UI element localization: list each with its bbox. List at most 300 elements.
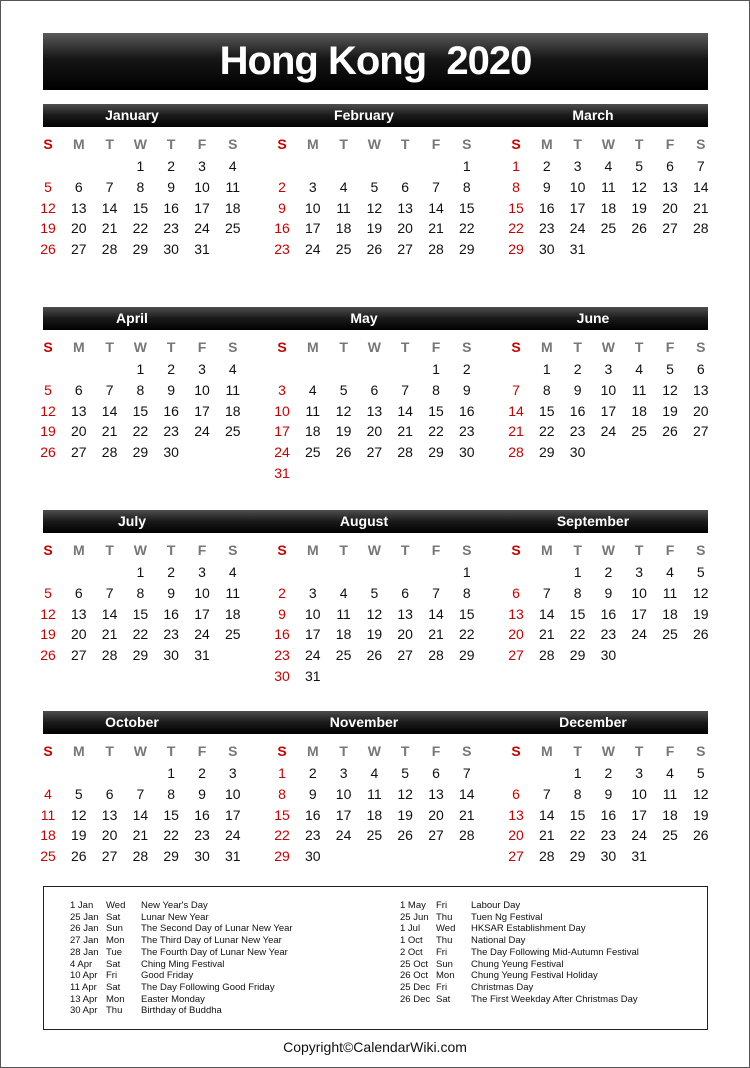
day-cell[interactable]: 1: [462, 158, 471, 174]
day-cell[interactable]: 5: [666, 361, 674, 377]
day-cell[interactable]: 27: [101, 848, 118, 865]
day-cell[interactable]: 9: [542, 178, 551, 195]
day-cell[interactable]: 4: [44, 785, 52, 802]
day-cell[interactable]: 19: [335, 423, 352, 440]
day-cell[interactable]: 21: [539, 626, 555, 643]
day-cell[interactable]: 10: [274, 402, 290, 419]
day-cell[interactable]: 13: [662, 178, 678, 195]
day-cell[interactable]: 17: [194, 199, 210, 216]
day-cell[interactable]: 17: [569, 199, 586, 216]
day-cell[interactable]: 13: [693, 381, 709, 398]
day-cell[interactable]: 5: [370, 584, 379, 601]
day-cell[interactable]: 7: [512, 381, 520, 398]
day-cell[interactable]: 17: [274, 423, 290, 440]
day-cell[interactable]: 25: [335, 241, 352, 258]
day-cell[interactable]: 22: [539, 423, 555, 440]
day-cell[interactable]: 31: [194, 241, 210, 258]
day-cell[interactable]: 25: [335, 647, 352, 664]
day-cell[interactable]: 3: [339, 765, 348, 781]
day-cell[interactable]: 22: [132, 626, 149, 643]
day-cell[interactable]: 5: [370, 178, 379, 195]
day-cell[interactable]: 17: [194, 402, 210, 419]
day-cell[interactable]: 17: [305, 220, 321, 237]
day-cell[interactable]: 1: [136, 564, 145, 580]
day-cell[interactable]: 27: [428, 827, 444, 844]
day-cell[interactable]: 18: [225, 605, 241, 622]
day-cell[interactable]: 4: [666, 564, 674, 580]
day-cell[interactable]: 3: [198, 158, 206, 174]
day-cell[interactable]: 26: [40, 647, 56, 664]
day-cell[interactable]: 25: [662, 827, 678, 844]
day-cell[interactable]: 22: [569, 626, 586, 643]
day-cell[interactable]: 3: [573, 158, 582, 174]
day-cell[interactable]: 1: [512, 158, 520, 174]
day-cell[interactable]: 6: [370, 381, 379, 398]
day-cell[interactable]: 31: [569, 241, 586, 258]
day-cell[interactable]: 11: [367, 785, 382, 802]
day-cell[interactable]: 18: [366, 806, 383, 823]
day-cell[interactable]: 6: [696, 361, 705, 377]
day-cell[interactable]: 11: [662, 584, 678, 601]
day-cell[interactable]: 27: [662, 220, 678, 237]
day-cell[interactable]: 4: [604, 158, 613, 174]
day-cell[interactable]: 27: [366, 444, 383, 461]
day-cell[interactable]: 28: [508, 444, 524, 461]
day-cell[interactable]: 22: [428, 423, 444, 440]
day-cell[interactable]: 12: [366, 605, 383, 622]
day-cell[interactable]: 26: [397, 827, 413, 844]
day-cell[interactable]: 10: [305, 199, 321, 216]
day-cell[interactable]: 10: [194, 178, 210, 195]
day-cell[interactable]: 8: [462, 584, 471, 601]
day-cell[interactable]: 29: [132, 647, 149, 664]
day-cell[interactable]: 27: [508, 848, 524, 865]
day-cell[interactable]: 31: [631, 848, 647, 865]
day-cell[interactable]: 7: [105, 584, 114, 601]
day-cell[interactable]: 18: [225, 199, 241, 216]
day-cell[interactable]: 21: [397, 423, 413, 440]
day-cell[interactable]: 15: [508, 199, 524, 216]
day-cell[interactable]: 6: [512, 584, 520, 601]
day-cell[interactable]: 9: [462, 381, 471, 398]
day-cell[interactable]: 13: [71, 605, 87, 622]
day-cell[interactable]: 7: [542, 785, 551, 802]
day-cell[interactable]: 26: [693, 827, 709, 844]
day-cell[interactable]: 2: [604, 765, 613, 781]
day-cell[interactable]: 6: [74, 584, 83, 601]
day-cell[interactable]: 5: [44, 178, 52, 195]
day-cell[interactable]: 25: [225, 626, 241, 643]
day-cell[interactable]: 2: [462, 361, 471, 377]
day-cell[interactable]: 26: [662, 423, 678, 440]
day-cell[interactable]: 23: [539, 220, 555, 237]
day-cell[interactable]: 16: [274, 220, 290, 237]
day-cell[interactable]: 11: [336, 199, 351, 216]
day-cell[interactable]: 14: [539, 605, 555, 622]
day-cell[interactable]: 10: [631, 785, 647, 802]
day-cell[interactable]: 28: [428, 647, 444, 664]
day-cell[interactable]: 20: [71, 220, 87, 237]
day-cell[interactable]: 3: [198, 564, 206, 580]
day-cell[interactable]: 11: [631, 381, 647, 398]
day-cell[interactable]: 11: [225, 584, 241, 601]
day-cell[interactable]: 16: [539, 199, 555, 216]
day-cell[interactable]: 28: [539, 647, 555, 664]
day-cell[interactable]: 7: [432, 178, 440, 195]
day-cell[interactable]: 18: [662, 806, 678, 823]
day-cell[interactable]: 4: [339, 584, 348, 601]
day-cell[interactable]: 30: [163, 241, 179, 258]
day-cell[interactable]: 25: [225, 423, 241, 440]
day-cell[interactable]: 7: [136, 785, 145, 802]
day-cell[interactable]: 1: [136, 361, 145, 377]
day-cell[interactable]: 30: [163, 444, 179, 461]
day-cell[interactable]: 9: [167, 584, 176, 601]
day-cell[interactable]: 8: [512, 178, 520, 195]
day-cell[interactable]: 12: [40, 199, 56, 216]
day-cell[interactable]: 26: [40, 241, 56, 258]
day-cell[interactable]: 8: [432, 381, 440, 398]
day-cell[interactable]: 29: [569, 647, 586, 664]
day-cell[interactable]: 1: [573, 564, 582, 580]
day-cell[interactable]: 7: [432, 584, 440, 601]
day-cell[interactable]: 9: [573, 381, 582, 398]
day-cell[interactable]: 20: [397, 626, 413, 643]
day-cell[interactable]: 23: [163, 220, 179, 237]
day-cell[interactable]: 21: [101, 423, 118, 440]
day-cell[interactable]: 15: [539, 402, 555, 419]
day-cell[interactable]: 27: [397, 647, 413, 664]
day-cell[interactable]: 5: [339, 381, 348, 398]
day-cell[interactable]: 19: [693, 806, 709, 823]
day-cell[interactable]: 15: [569, 605, 586, 622]
day-cell[interactable]: 26: [366, 647, 383, 664]
day-cell[interactable]: 26: [693, 626, 709, 643]
day-cell[interactable]: 19: [40, 423, 56, 440]
day-cell[interactable]: 21: [539, 827, 555, 844]
day-cell[interactable]: 11: [225, 381, 241, 398]
day-cell[interactable]: 15: [132, 199, 149, 216]
day-cell[interactable]: 9: [167, 178, 176, 195]
day-cell[interactable]: 24: [305, 241, 321, 258]
day-cell[interactable]: 8: [136, 584, 145, 601]
day-cell[interactable]: 23: [274, 647, 290, 664]
day-cell[interactable]: 29: [274, 848, 290, 865]
day-cell[interactable]: 20: [662, 199, 678, 216]
day-cell[interactable]: 22: [132, 220, 149, 237]
day-cell[interactable]: 16: [163, 605, 179, 622]
day-cell[interactable]: 18: [225, 402, 241, 419]
day-cell[interactable]: 11: [601, 178, 616, 195]
day-cell[interactable]: 21: [693, 199, 709, 216]
day-cell[interactable]: 20: [428, 806, 444, 823]
day-cell[interactable]: 14: [539, 806, 555, 823]
day-cell[interactable]: 23: [305, 827, 321, 844]
day-cell[interactable]: 2: [573, 361, 582, 377]
day-cell[interactable]: 2: [278, 178, 286, 195]
day-cell[interactable]: 24: [194, 626, 210, 643]
day-cell[interactable]: 24: [305, 647, 321, 664]
day-cell[interactable]: 8: [542, 381, 551, 398]
day-cell[interactable]: 14: [508, 402, 524, 419]
day-cell[interactable]: 25: [662, 626, 678, 643]
day-cell[interactable]: 4: [370, 765, 379, 781]
day-cell[interactable]: 10: [194, 381, 210, 398]
day-cell[interactable]: 25: [631, 423, 647, 440]
day-cell[interactable]: 28: [101, 444, 118, 461]
day-cell[interactable]: 19: [397, 806, 413, 823]
day-cell[interactable]: 5: [44, 381, 52, 398]
day-cell[interactable]: 8: [573, 584, 582, 601]
day-cell[interactable]: 25: [366, 827, 383, 844]
day-cell[interactable]: 1: [573, 765, 582, 781]
day-cell[interactable]: 22: [508, 220, 524, 237]
day-cell[interactable]: 21: [508, 423, 524, 440]
day-cell[interactable]: 17: [335, 806, 352, 823]
day-cell[interactable]: 20: [508, 827, 524, 844]
day-cell[interactable]: 19: [366, 220, 383, 237]
day-cell[interactable]: 3: [604, 361, 613, 377]
day-cell[interactable]: 3: [308, 178, 317, 195]
day-cell[interactable]: 5: [696, 765, 705, 781]
day-cell[interactable]: 16: [600, 605, 617, 622]
day-cell[interactable]: 3: [198, 361, 206, 377]
day-cell[interactable]: 15: [459, 605, 475, 622]
day-cell[interactable]: 20: [71, 626, 87, 643]
day-cell[interactable]: 9: [604, 785, 613, 802]
day-cell[interactable]: 17: [631, 806, 647, 823]
day-cell[interactable]: 10: [305, 605, 321, 622]
day-cell[interactable]: 7: [105, 381, 114, 398]
day-cell[interactable]: 27: [71, 647, 87, 664]
day-cell[interactable]: 20: [397, 220, 413, 237]
day-cell[interactable]: 22: [274, 827, 290, 844]
day-cell[interactable]: 8: [167, 785, 176, 802]
day-cell[interactable]: 2: [167, 158, 176, 174]
day-cell[interactable]: 29: [569, 848, 586, 865]
day-cell[interactable]: 29: [163, 848, 179, 865]
day-cell[interactable]: 15: [132, 402, 149, 419]
day-cell[interactable]: 4: [228, 564, 237, 580]
day-cell[interactable]: 25: [600, 220, 617, 237]
day-cell[interactable]: 16: [459, 402, 475, 419]
day-cell[interactable]: 18: [335, 626, 352, 643]
day-cell[interactable]: 12: [71, 806, 87, 823]
day-cell[interactable]: 24: [274, 444, 290, 461]
day-cell[interactable]: 1: [462, 564, 471, 580]
day-cell[interactable]: 26: [71, 848, 87, 865]
day-cell[interactable]: 17: [194, 605, 210, 622]
day-cell[interactable]: 13: [508, 605, 524, 622]
day-cell[interactable]: 13: [101, 806, 118, 823]
day-cell[interactable]: 3: [635, 765, 644, 781]
day-cell[interactable]: 9: [278, 605, 286, 622]
day-cell[interactable]: 19: [631, 199, 647, 216]
day-cell[interactable]: 2: [167, 361, 176, 377]
day-cell[interactable]: 10: [569, 178, 586, 195]
day-cell[interactable]: 10: [335, 785, 352, 802]
day-cell[interactable]: 12: [662, 381, 678, 398]
day-cell[interactable]: 27: [71, 444, 87, 461]
day-cell[interactable]: 9: [167, 381, 176, 398]
day-cell[interactable]: 22: [132, 423, 149, 440]
day-cell[interactable]: 6: [512, 785, 520, 802]
day-cell[interactable]: 8: [278, 785, 286, 802]
day-cell[interactable]: 21: [101, 626, 118, 643]
day-cell[interactable]: 26: [335, 444, 352, 461]
day-cell[interactable]: 2: [167, 564, 176, 580]
day-cell[interactable]: 14: [101, 605, 118, 622]
day-cell[interactable]: 31: [305, 668, 321, 684]
day-cell[interactable]: 5: [696, 564, 705, 580]
day-cell[interactable]: 20: [101, 827, 118, 844]
day-cell[interactable]: 16: [569, 402, 586, 419]
day-cell[interactable]: 30: [600, 647, 617, 664]
day-cell[interactable]: 15: [569, 806, 586, 823]
day-cell[interactable]: 11: [40, 806, 56, 823]
day-cell[interactable]: 29: [508, 241, 524, 258]
day-cell[interactable]: 2: [198, 765, 206, 781]
day-cell[interactable]: 21: [459, 806, 475, 823]
day-cell[interactable]: 10: [225, 785, 241, 802]
day-cell[interactable]: 6: [401, 584, 410, 601]
day-cell[interactable]: 22: [459, 626, 475, 643]
day-cell[interactable]: 22: [163, 827, 179, 844]
day-cell[interactable]: 23: [163, 423, 179, 440]
day-cell[interactable]: 4: [635, 361, 644, 377]
day-cell[interactable]: 24: [569, 220, 586, 237]
day-cell[interactable]: 23: [600, 827, 617, 844]
day-cell[interactable]: 30: [459, 444, 475, 461]
day-cell[interactable]: 21: [132, 827, 149, 844]
day-cell[interactable]: 24: [335, 827, 352, 844]
day-cell[interactable]: 27: [693, 423, 709, 440]
day-cell[interactable]: 31: [225, 848, 241, 865]
day-cell[interactable]: 17: [631, 605, 647, 622]
day-cell[interactable]: 2: [308, 765, 317, 781]
day-cell[interactable]: 7: [105, 178, 114, 195]
day-cell[interactable]: 14: [428, 199, 444, 216]
day-cell[interactable]: 29: [428, 444, 444, 461]
day-cell[interactable]: 18: [662, 605, 678, 622]
day-cell[interactable]: 13: [397, 605, 413, 622]
day-cell[interactable]: 16: [194, 806, 210, 823]
day-cell[interactable]: 19: [662, 402, 678, 419]
day-cell[interactable]: 27: [397, 241, 413, 258]
day-cell[interactable]: 19: [40, 626, 56, 643]
day-cell[interactable]: 12: [366, 199, 383, 216]
day-cell[interactable]: 23: [194, 827, 210, 844]
day-cell[interactable]: 4: [666, 765, 674, 781]
day-cell[interactable]: 6: [74, 381, 83, 398]
day-cell[interactable]: 29: [539, 444, 555, 461]
day-cell[interactable]: 8: [136, 381, 145, 398]
day-cell[interactable]: 1: [542, 361, 551, 377]
day-cell[interactable]: 15: [132, 605, 149, 622]
day-cell[interactable]: 7: [696, 158, 705, 174]
day-cell[interactable]: 24: [631, 827, 647, 844]
day-cell[interactable]: 28: [539, 848, 555, 865]
day-cell[interactable]: 31: [274, 465, 290, 481]
day-cell[interactable]: 7: [462, 765, 471, 781]
day-cell[interactable]: 6: [74, 178, 83, 195]
day-cell[interactable]: 7: [401, 381, 410, 398]
day-cell[interactable]: 13: [71, 199, 87, 216]
day-cell[interactable]: 28: [101, 647, 118, 664]
day-cell[interactable]: 9: [198, 785, 206, 802]
day-cell[interactable]: 12: [693, 584, 709, 601]
day-cell[interactable]: 27: [508, 647, 524, 664]
day-cell[interactable]: 14: [101, 402, 118, 419]
day-cell[interactable]: 30: [539, 241, 555, 258]
day-cell[interactable]: 18: [335, 220, 352, 237]
day-cell[interactable]: 15: [459, 199, 475, 216]
day-cell[interactable]: 29: [459, 241, 475, 258]
day-cell[interactable]: 19: [40, 220, 56, 237]
day-cell[interactable]: 20: [71, 423, 87, 440]
day-cell[interactable]: 29: [459, 647, 475, 664]
day-cell[interactable]: 13: [397, 199, 413, 216]
day-cell[interactable]: 9: [604, 584, 613, 601]
day-cell[interactable]: 13: [428, 785, 444, 802]
day-cell[interactable]: 16: [274, 626, 290, 643]
day-cell[interactable]: 20: [693, 402, 709, 419]
day-cell[interactable]: 15: [274, 806, 290, 823]
day-cell[interactable]: 9: [308, 785, 317, 802]
day-cell[interactable]: 27: [71, 241, 87, 258]
day-cell[interactable]: 18: [631, 402, 647, 419]
day-cell[interactable]: 2: [604, 564, 613, 580]
day-cell[interactable]: 14: [101, 199, 118, 216]
day-cell[interactable]: 3: [635, 564, 644, 580]
day-cell[interactable]: 23: [459, 423, 475, 440]
day-cell[interactable]: 24: [631, 626, 647, 643]
day-cell[interactable]: 23: [274, 241, 290, 258]
day-cell[interactable]: 1: [136, 158, 145, 174]
day-cell[interactable]: 28: [132, 848, 149, 865]
day-cell[interactable]: 10: [631, 584, 647, 601]
day-cell[interactable]: 8: [462, 178, 471, 195]
day-cell[interactable]: 29: [132, 444, 149, 461]
day-cell[interactable]: 8: [573, 785, 582, 802]
day-cell[interactable]: 14: [459, 785, 475, 802]
day-cell[interactable]: 12: [631, 178, 647, 195]
day-cell[interactable]: 11: [662, 785, 678, 802]
day-cell[interactable]: 22: [459, 220, 475, 237]
day-cell[interactable]: 10: [600, 381, 617, 398]
day-cell[interactable]: 24: [600, 423, 617, 440]
day-cell[interactable]: 23: [569, 423, 586, 440]
day-cell[interactable]: 26: [631, 220, 647, 237]
day-cell[interactable]: 12: [40, 402, 56, 419]
day-cell[interactable]: 30: [305, 848, 321, 865]
day-cell[interactable]: 6: [666, 158, 674, 174]
day-cell[interactable]: 26: [40, 444, 56, 461]
day-cell[interactable]: 11: [305, 402, 321, 419]
day-cell[interactable]: 18: [305, 423, 321, 440]
day-cell[interactable]: 19: [71, 827, 87, 844]
day-cell[interactable]: 14: [428, 605, 444, 622]
day-cell[interactable]: 28: [397, 444, 413, 461]
day-cell[interactable]: 15: [428, 402, 444, 419]
day-cell[interactable]: 24: [194, 423, 210, 440]
day-cell[interactable]: 16: [600, 806, 617, 823]
day-cell[interactable]: 25: [225, 220, 241, 237]
day-cell[interactable]: 17: [305, 626, 321, 643]
day-cell[interactable]: 2: [278, 584, 286, 601]
day-cell[interactable]: 2: [542, 158, 551, 174]
day-cell[interactable]: 11: [336, 605, 351, 622]
